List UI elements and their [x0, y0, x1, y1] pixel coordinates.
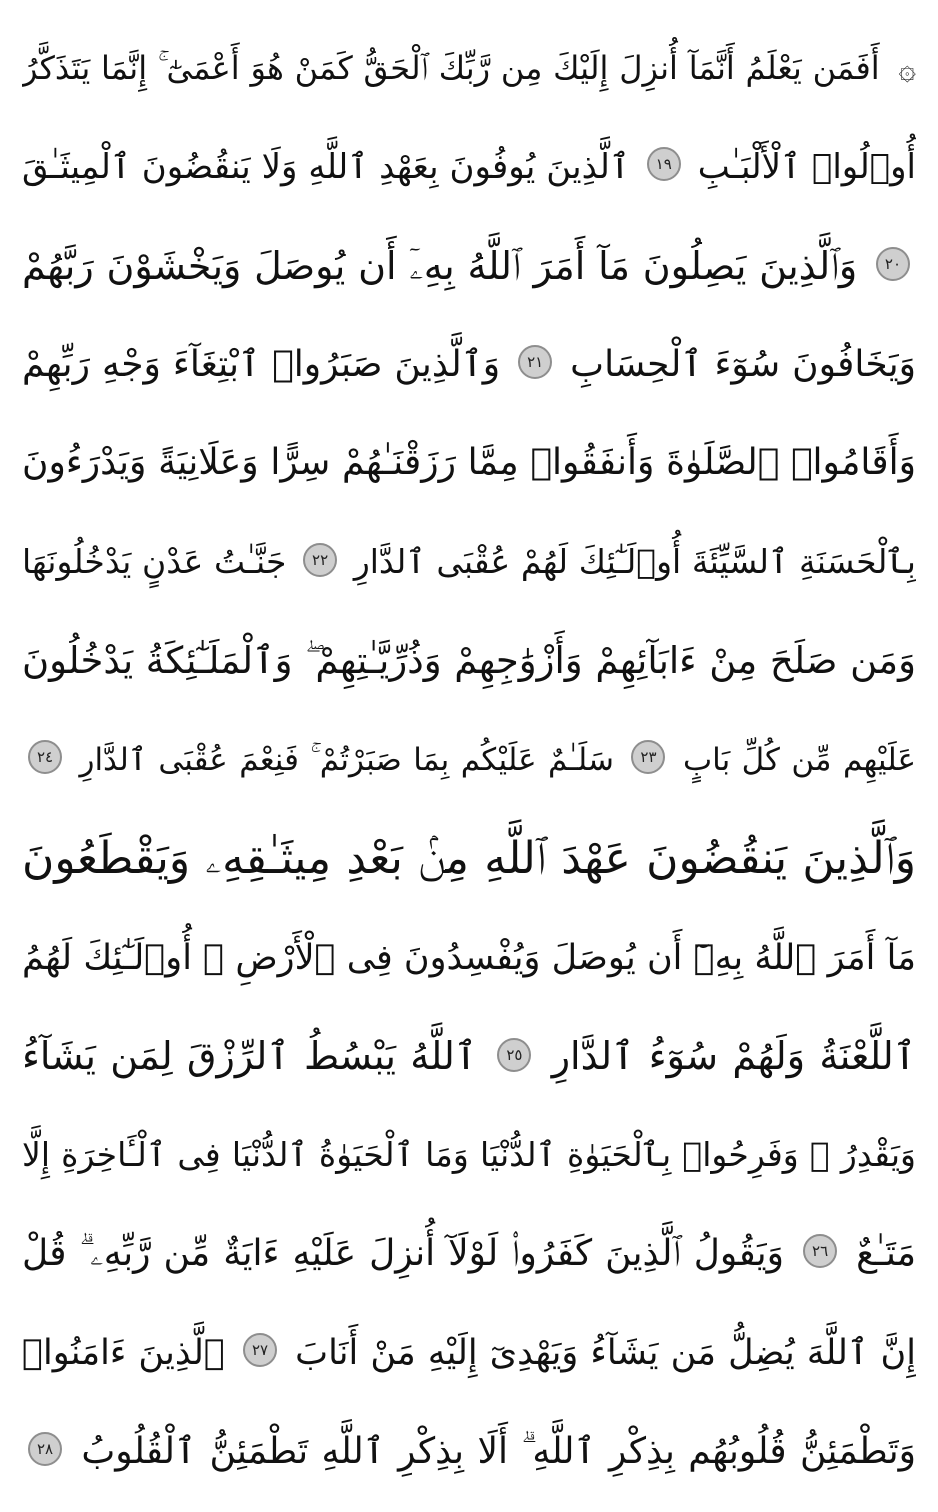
line-text: وَأَقَامُوا۟ ٱلصَّلَوٰةَ وَأَنفَقُوا۟ مِمَّا رَزَقْنَـٰهُمْ سِرًّا وَعَلَانِيَةً وَيَدْرَءُونَ: [22, 442, 916, 484]
text-line-13: [22, 1208, 916, 1300]
ayah-number-marker: ١٩: [647, 147, 681, 181]
ayah-number-marker: ٢٢: [303, 543, 337, 577]
line-text: بِٱلْحَسَنَةِ ٱلسَّيِّئَةَ أُو۟لَـٰٓئِكَ لَهُمْ عُقْبَى ٱلدَّارِ: [353, 542, 916, 582]
line-text: ٱللَّعْنَةُ وَلَهُمْ سُوٓءُ ٱلدَّارِ: [551, 1034, 916, 1079]
text-line-15: [22, 1406, 916, 1498]
line-text: جَنَّـٰتُ عَدْنٍ يَدْخُلُونَهَا: [22, 542, 287, 582]
text-block: [22, 22, 916, 1498]
text-line-7: [22, 615, 916, 707]
line-text: وَيَقُولُ ٱلَّذِينَ كَفَرُوا۟ لَوْلَآ أُنزِلَ عَلَيْهِ ءَايَةٌ مِّن رَّبِّهِۦ ۗ قُلْ: [22, 1233, 785, 1275]
line-text: وَمَن صَلَحَ مِنْ ءَابَآئِهِمْ وَأَزْوَٰجِهِمْ وَذُرِّيَّـٰتِهِمْ ۖ وَٱلْمَلَـٰٓئِكَةُ يَدْخُلُونَ: [22, 639, 916, 683]
line-text: مَآ أَمَرَ ٱللَّهُ بِهِۦٓ أَن يُوصَلَ وَيُفْسِدُونَ فِى ٱلْأَرْضِ ۙ أُو۟لَـٰٓئِكَ لَهُمُ: [22, 937, 916, 978]
line-text: سَلَـٰمٌ عَلَيْكُم بِمَا صَبَرْتُمْ ۚ فَنِعْمَ عُقْبَى ٱلدَّارِ: [79, 741, 614, 778]
line-text: وَٱلَّذِينَ يَصِلُونَ مَآ أَمَرَ ٱللَّهُ بِهِۦٓ أَن يُوصَلَ وَيَخْشَوْنَ رَبَّهُمْ: [22, 243, 858, 288]
line-text: عَلَيْهِم مِّن كُلِّ بَابٍ: [682, 741, 916, 778]
ayah-number-marker: ٢٤: [28, 740, 62, 774]
line-text: وَيَخَافُونَ سُوٓءَ ٱلْحِسَابِ: [570, 343, 916, 385]
ayah-number-marker: ٢٨: [28, 1432, 62, 1466]
text-line-14: [22, 1307, 916, 1399]
ayah-number-marker: ٢٦: [803, 1234, 837, 1268]
text-line-4: [22, 319, 916, 411]
text-line-9: [22, 813, 916, 905]
ayah-number-marker: ٢٥: [497, 1038, 531, 1072]
text-line-2: [22, 121, 916, 213]
line-text: وَٱلَّذِينَ يَنقُضُونَ عَهْدَ ٱللَّهِ مِنۢ بَعْدِ مِيثَـٰقِهِۦ وَيَقْطَعُونَ: [22, 832, 916, 884]
line-text: ٱلَّذِينَ يُوفُونَ بِعَهْدِ ٱللَّهِ وَلَا يَنقُضُونَ ٱلْمِيثَـٰقَ: [22, 146, 630, 187]
ayah-number-marker: ٢٣: [631, 740, 665, 774]
rub-el-hizb-icon: ۞: [898, 52, 916, 87]
text-line-10: [22, 912, 916, 1004]
line-text: أُو۟لُوا۟ ٱلْأَلْبَـٰبِ: [697, 146, 916, 187]
text-line-8: [22, 714, 916, 806]
ayah-number-marker: ٢١: [518, 345, 552, 379]
line-text: وَتَطْمَئِنُّ قُلُوبُهُم بِذِكْرِ ٱللَّهِ ۗ أَلَا بِذِكْرِ ٱللَّهِ تَطْمَئِنُّ ٱلْقُلُوبُ: [81, 1430, 916, 1472]
text-line-1: [22, 22, 916, 114]
line-text: ٱللَّهُ يَبْسُطُ ٱلرِّزْقَ لِمَن يَشَآءُ: [22, 1034, 478, 1079]
text-line-11: [22, 1010, 916, 1102]
line-text: ٱلَّذِينَ ءَامَنُوا۟: [22, 1332, 225, 1373]
line-text: وَيَقْدِرُ ۚ وَفَرِحُوا۟ بِٱلْحَيَوٰةِ ٱلدُّنْيَا وَمَا ٱلْحَيَوٰةُ ٱلدُّنْيَا فِى ٱلْـَٔاخِرَةِ إِلَّا: [22, 1135, 916, 1175]
line-text: أَفَمَن يَعْلَمُ أَنَّمَآ أُنزِلَ إِلَيْكَ مِن رَّبِّكَ ٱلْحَقُّ كَمَنْ هُوَ أَعْمَىٰٓ ۚ إِنَّمَا يَتَذَكَّرُ: [22, 49, 880, 87]
ayah-number-marker: ٢٠: [876, 247, 910, 281]
ayah-number-marker: ٢٧: [243, 1333, 277, 1367]
line-text: وَٱلَّذِينَ صَبَرُوا۟ ٱبْتِغَآءَ وَجْهِ رَبِّهِمْ: [22, 343, 501, 385]
text-line-5: [22, 417, 916, 509]
line-text: إِنَّ ٱللَّهَ يُضِلُّ مَن يَشَآءُ وَيَهْدِىٓ إِلَيْهِ مَنْ أَنَابَ: [295, 1332, 916, 1373]
text-line-6: [22, 516, 916, 608]
text-line-12: [22, 1109, 916, 1201]
text-line-3: [22, 220, 916, 312]
line-text: مَتَـٰعٌ: [856, 1233, 916, 1275]
